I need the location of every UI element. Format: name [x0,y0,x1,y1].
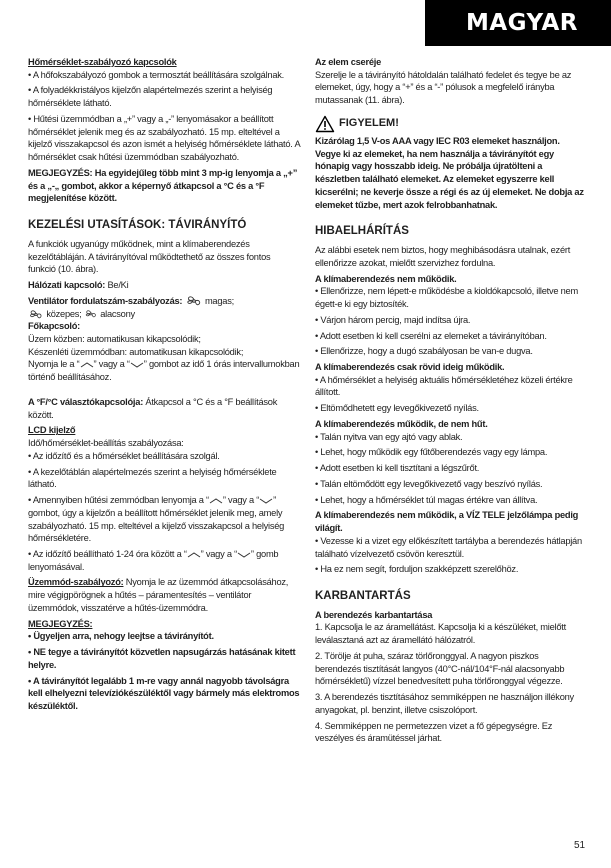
list-item: • Lehet, hogy működik egy fűtőberendezés vagy egy lámpa. [315,447,548,458]
mode-control-label: Üzemmód-szabályozó: [28,577,124,588]
main-switch-line-2: Készenléti üzemmódban: automatikusan kikapcsolódik; [28,346,244,357]
power-switch-label: Hálózati kapcsoló: [28,280,106,291]
main-switch-line-1: Üzem közben: automatikusan kikapcsolódik; [28,333,201,344]
lcd-display-subtitle: Idő/hőmérséklet-beállítás szabályozása: [28,438,184,449]
text-fragment: ” gombot, úgy a kijelzőn a beállított hőmérséklet jelenik meg, amely szabályozható. 15 mp. elteltével a kijelző visszakapcsol a helyiség hőmérsékletére. [28,495,285,544]
text-fragment: • Amennyiben hűtési zemmódban lenyomja a “ [28,495,209,506]
list-item: • Adott esetben ki kell tisztítani a légszűrőt. [315,463,480,474]
mode-control-line [28,576,300,614]
language-header: MAGYAR [425,0,611,46]
list-item: 3. A berendezés tisztításához semmiképpen ne használjon illékony anyagokat, pl. benzint, illetve csiszolóport. [315,692,574,715]
warning-icon [315,115,335,133]
issue-title: A klímaberendezés nem működik, a VÍZ TELE jelzőlámpa pedig világít. [315,510,579,534]
issue-title: A klímaberendezés nem működik. [315,273,457,284]
fan-low-icon [84,309,98,319]
main-switch-label: Főkapcsoló: [28,321,81,332]
remote-intro: A funkciók ugyanúgy működnek, mint a klímaberendezés kezelőtábláján. A távirányítóval működtethető az összes fontos funkció (10. ábra). [28,238,271,275]
warning-heading [315,115,585,133]
list-item: • Adott esetben ki kell cserélni az elemeket a távirányítóban. [315,330,547,341]
arrow-up-icon [187,551,201,559]
battery-text: Szerelje le a távirányító hátoldalán található fedelet és tegye be az elemeket, úgy, hogy a “+” és a “-” pólusok a megfelelő irányba mutassanak (11. ábra). [315,69,572,106]
list-item: • A hőmérséklet a helyiség aktuális hőmérsékletéhez közeli értékre állított. [315,374,573,398]
text-fragment: ” vagy a “ [93,359,130,370]
arrow-down-icon [237,551,251,559]
warning-label: FIGYELEM! [339,117,399,130]
lcd-display-title: LCD kijelző [28,425,76,436]
left-column [28,56,300,716]
fan-speed-line-2 [28,308,300,321]
arrow-up-icon [209,497,223,505]
arrow-down-icon [259,497,273,505]
list-item: • Várjon három percig, majd indítsa újra. [315,314,471,325]
troubleshooting-heading: HIBAELHÁRÍTÁS [315,225,409,238]
list-item: • Talán nyitva van egy ajtó vagy ablak. [315,431,463,442]
text-fragment: ” vagy a “ [200,548,237,559]
text-fragment: ” gomb lenyomásával. [28,548,279,572]
list-item: • Vezesse ki a vizet egy előkészített tartályba a berendezés hátlapján található vízelvezető csövön keresztül. [315,535,582,559]
list-item: 2. Törölje át puha, száraz törlőronggyal. A nagyon piszkos berendezés tisztítását langyos (40°C-nál/104°F-nál alacsonyabb hőmérsékletű) vízzel benedvesített puha törlőronggyal végezze. [315,650,565,687]
arrow-up-icon [80,361,94,369]
page-number: 51 [574,840,586,851]
fan-speed-label: Ventilátor fordulatszám-szabályozás: [28,295,183,306]
unit-switch-line [28,396,300,421]
fan-high-icon [185,295,203,307]
troubleshooting-intro: Az alábbi esetek nem biztos, hogy meghibásodásra utalnak, ezért ellenőrizze azokat, mielőtt szervizhez fordulna. [315,245,571,268]
list-item: • Hűtési üzemmódban a „+” vagy a „-” lenyomásakor a beállított hőmérséklet jelenik meg és az szabályozható. 15 mp. elteltével a kijelző visszakapcsol és azon ismét a helyiség hőmérséklete látható. A hőmérséklet csak hűtési üzemmódban szabályozható. [28,113,300,163]
fan-medium-text: közepes; [44,308,82,319]
list-item [28,494,300,545]
list-item [28,548,300,573]
list-item: • Eltömődhetett egy levegőkivezető nyílás. [315,403,479,414]
warning-text: Kizárólag 1,5 V-os AAA vagy IEC R03 elemeket használjon. Vegye ki az elemeket, ha nem használja a távirányítót egy hónapig vagy hosszabb ideig. Ne próbálja újratölteni a készletben található elemeket. Az elemeket egyszerre kell kicserélni; ne keverje össze a régi és az új elemeket. Ne dobja az elemeket tűzbe, mert azok felrobbanhatnak. [315,135,584,210]
maintenance-heading: KARBANTARTÁS [315,589,411,602]
list-item: • Ha ez nem segít, forduljon szakképzett szerelőhöz. [315,564,519,575]
issue-title: A klímaberendezés működik, de nem hűt. [315,418,488,429]
list-item: 4. Semmiképpen ne permetezzen vizet a fő gépegységre. Ez veszélyes és áramütéssel járhat. [315,720,553,744]
mode-control-text: Nyomja le az üzemmód átkapcsolásához, mire végigpörögnek a hűtés – páramentesítés – ventilátor üzemmódok, visszatérve a hűtés-üzemmódra. [28,577,289,613]
maintenance-subtitle: A berendezés karbantartása [315,609,433,620]
list-item: • NE tegye a távirányítót közvetlen napsugárzás hatásának kitett helyre. [28,647,296,670]
fan-high-text: magas; [202,295,234,306]
list-item: • A folyadékkristályos kijelzőn alapértelmezés szerint a helyiség hőmérséklete látható. [28,85,273,109]
thermostat-controls-title: Hőmérséklet-szabályozó kapcsolók [28,57,177,67]
list-item: • Ellenőrizze, hogy a dugó szabályosan be van-e dugva. [315,346,533,357]
power-switch-text: Be/Ki [105,280,129,291]
list-item: • Az időzítő és a hőmérséklet beállítására szolgál. [28,450,220,461]
remote-note-label: MEGJEGYZÉS: [28,618,93,629]
list-item: • Lehet, hogy a hőmérséklet túl magas értékre van állítva. [315,494,538,505]
text-fragment: • Az időzítő beállítható 1-24 óra között a “ [28,548,187,559]
list-item: 1. Kapcsolja le az áramellátást. Kapcsolja ki a készüléket, mielőtt leválasztaná azt az áramellátó hálózatról. [315,622,566,646]
unit-switch-text: Átkapcsol a °C és a °F beállítások között. [28,396,278,420]
fan-low-text: alacsony [97,308,135,319]
fan-speed-line [28,295,300,308]
main-switch-line-3 [28,358,300,383]
text-fragment: ” gombot az idő 1 órás intervallumokban történő beállításához. [28,359,300,383]
power-switch-line [28,279,300,292]
list-item: • A távirányítót legalább 1 m-re vagy annál nagyobb távolságra kell elhelyezni televíziókészüléktől vagy bármely más elektromos készüléktől. [28,675,300,712]
remote-section-heading: KEZELÉSI UTASÍTÁSOK: TÁVIRÁNYÍTÓ [28,219,247,232]
unit-switch-label: A °F/°C választókapcsolója: [28,396,144,407]
text-fragment: ” vagy a “ [222,495,260,506]
battery-title: Az elem cseréje [315,57,382,67]
list-item: • Ellenőrizze, nem lépett-e működésbe a kioldókapcsoló, illetve nem égett-e ki egy biztosíték. [315,286,578,310]
arrow-down-icon [130,361,144,369]
list-item: • A kezelőtáblán alapértelmezés szerint a helyiség hőmérséklete látható. [28,466,277,490]
list-item: • A hőfokszabályozó gombok a termosztát beállítására szolgálnak. [28,69,284,80]
list-item: • Talán eltömődött egy levegőkivezető vagy beszívó nyílás. [315,478,543,489]
thermostat-note: MEGJEGYZÉS: Ha egyidejűleg több mint 3 mp-ig lenyomja a „+” és a „-„ gombot, akkor a képernyő átkapcsol a °C és a °F megjelenítése között. [28,167,298,204]
list-item: • Ügyeljen arra, nehogy leejtse a távirányítót. [28,631,214,642]
text-fragment: Nyomja le a “ [28,359,80,370]
fan-medium-icon [28,309,44,320]
right-column [315,56,585,748]
issue-title: A klímaberendezés csak rövid ideig működik. [315,361,505,372]
